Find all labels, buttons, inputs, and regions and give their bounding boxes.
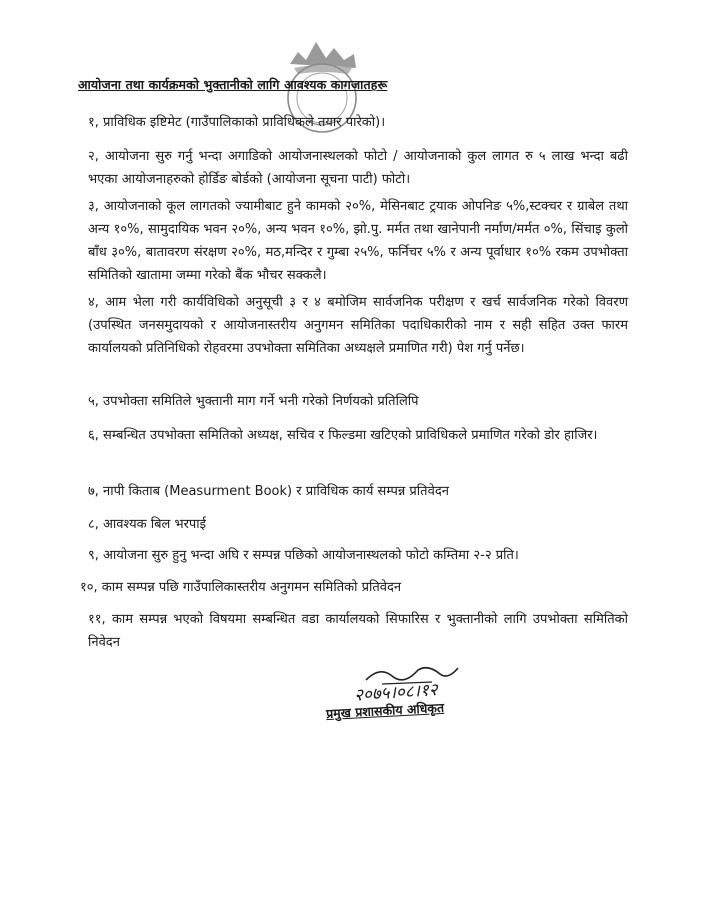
list-item: ४, आम भेला गरी कार्यविधिको अनुसूची ३ र ४ बमोजिम सार्वजनिक परीक्षण र खर्च सार्वजनिक गरेको विवरण (उपस्थित जनसमुदायको र आयोजनास्तरीय अनुगमन समितिका पदाधिकारीको नाम र सही सहित उक्त फारम कार्यालयको प्रतिनिधिको रोहवरमा उपभोक्ता समितिका अध्यक्षले प्रमाणित गरी) पेश गर्नु पर्नेछ। [88, 295, 628, 356]
list-item: १, प्राविधिक इष्टिमेट (गाउँपालिकाको प्राविधिकले तयार पारेको)। [88, 115, 386, 130]
list-item: ३, आयोजनाको कूल लागतको ज्यामीबाट हुने कामको २०%, मेसिनबाट ट्रयाक ओपनिङ ५%,स्टक्चर र ग्राबेल तथा अन्य १०%, सामुदायिक भवन २०%, अन्य भवन १०%, झो.पु. मर्मत तथा खानेपानी नर्माण/मर्मत ०%, सिंचाइ कुलो बाँध ३०%, बातावरण संरक्षण २०%, मठ,मन्दिर र गुम्बा २५%, फर्निचर ५% र अन्य पूर्वाधार १०% रकम उपभोक्ता समितिको खातामा जम्मा गरेको बैंक भौचर सक्कलै। [88, 199, 628, 283]
list-item: ९, आयोजना सुरु हुनु भन्दा अघि र सम्पन्न पछिको आयोजनास्थलको फोटो कम्तिमा २-२ प्रति। [88, 548, 519, 563]
list-item: १०, काम सम्पन्न पछि गाउँपालिकास्तरीय अनुगमन समितिको प्रतिवेदन [80, 580, 402, 595]
list-item: ५, उपभोक्ता समितिले भुक्तानी माग गर्ने भनी गरेको निर्णयको प्रतिलिपि [88, 394, 419, 409]
list-item: ६, सम्बन्धित उपभोक्ता समितिको अध्यक्ष, सचिव र फिल्डमा खटिएको प्राविधिकले प्रमाणित गरेको डोर हाजिर। [88, 428, 598, 443]
list-item: २, आयोजना सुरु गर्नु भन्दा अगाडिको आयोजनास्थलको फोटो / आयोजनाको कुल लागत रु ५ लाख भन्दा बढी भएका आयोजनाहरुको होर्डिङ बोर्डको (आयोजना सूचना पाटी) फोटो। [88, 149, 628, 187]
list-item: ११, काम सम्पन्न भएको विषयमा सम्बन्धित वडा कार्यालयको सिफारिस र भुक्तानीको लागि उपभोक्ता समितिको निवेदन [88, 612, 628, 650]
signature-date: २०७५।०८।१२ [353, 680, 439, 706]
list-item: ८, आवश्यक बिल भरपाई [88, 517, 207, 532]
list-item: ७, नापी किताब (Measurment Book) र प्राविधिक कार्य सम्पन्न प्रतिवेदन [88, 484, 449, 499]
document-title: आयोजना तथा कार्यक्रमको भुक्तानीको लागि आवश्यक कागजातहरू [78, 77, 388, 92]
signature-role-stamp: प्रमुख प्रशासकीय अधिकृत [325, 699, 445, 722]
